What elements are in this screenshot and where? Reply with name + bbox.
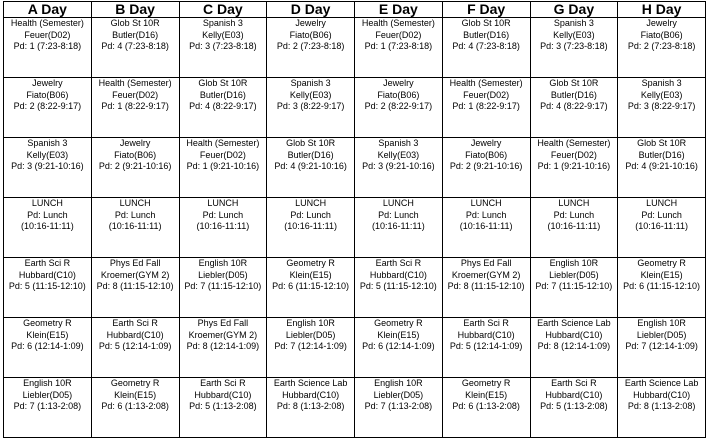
period-time: Pd: 4 (7:23-8:18) <box>452 41 520 51</box>
class-name: Health (Semester) <box>449 78 523 88</box>
class-name: Glob St 10R <box>461 18 511 28</box>
class-name: Spanish 3 <box>290 78 331 88</box>
period-row <box>4 258 706 318</box>
class-name: Earth Sci R <box>200 378 246 388</box>
period-time: Pd: 2 (8:22-9:17) <box>13 101 82 111</box>
schedule-body <box>4 18 706 438</box>
day-header: B Day <box>91 2 179 18</box>
period-time: Pd: 7 (11:15-12:10) <box>184 281 262 291</box>
schedule-cell <box>618 318 706 378</box>
period-time: (10:16-11:11) <box>21 221 74 231</box>
schedule-cell <box>179 378 267 438</box>
schedule-cell <box>442 198 530 258</box>
teacher-room: Hubbard(C10) <box>106 329 164 340</box>
schedule-cell <box>4 318 92 378</box>
teacher-room: Hubbard(C10) <box>457 329 515 340</box>
teacher-room: Pd: Lunch <box>641 209 682 220</box>
teacher-room: Feuer(D02) <box>463 89 510 100</box>
class-name: Jewelry <box>646 18 677 28</box>
period-time: Pd: 4 (9:21-10:16) <box>274 161 347 171</box>
class-name: English 10R <box>549 258 599 268</box>
period-row <box>4 138 706 198</box>
day-header: H Day <box>618 2 706 18</box>
schedule-table <box>3 1 706 438</box>
teacher-room: Liebler(D05) <box>373 389 424 400</box>
period-time: Pd: 5 (12:14-1:09) <box>449 341 523 351</box>
schedule-cell <box>618 258 706 318</box>
class-name: Glob St 10R <box>286 138 336 148</box>
teacher-room: Fiato(B06) <box>465 149 508 160</box>
class-name: Health (Semester) <box>537 138 611 148</box>
schedule-header <box>4 2 706 18</box>
schedule-cell <box>618 138 706 198</box>
period-time: Pd: 8 (11:15-12:10) <box>96 281 174 291</box>
class-name: Earth Science Lab <box>273 378 348 388</box>
schedule-cell <box>355 198 443 258</box>
teacher-room: Butler(D16) <box>463 29 510 40</box>
period-time: Pd: 1 (7:23-8:18) <box>364 41 433 51</box>
teacher-room: Fiato(B06) <box>377 89 420 100</box>
class-name: Earth Sci R <box>375 258 422 268</box>
teacher-room: Hubbard(C10) <box>545 389 603 400</box>
period-time: Pd: 3 (9:21-10:16) <box>362 161 435 171</box>
period-time: Pd: 2 (9:21-10:16) <box>98 161 172 171</box>
schedule-cell <box>179 78 267 138</box>
class-name: LUNCH <box>295 198 327 208</box>
period-time: Pd: 6 (1:13-2:08) <box>101 401 169 411</box>
day-header: E Day <box>355 2 443 18</box>
teacher-room: Kroemer(GYM 2) <box>188 329 258 340</box>
class-name: English 10R <box>23 378 72 388</box>
teacher-room: Butler(D16) <box>550 89 597 100</box>
class-name: Jewelry <box>32 78 63 88</box>
teacher-room: Feuer(D02) <box>550 149 597 160</box>
class-name: Jewelry <box>119 138 151 148</box>
schedule-cell <box>530 258 618 318</box>
period-time: (10:16-11:11) <box>635 221 688 231</box>
schedule-cell <box>267 318 355 378</box>
teacher-room: Pd: Lunch <box>465 209 507 220</box>
teacher-room: Hubbard(C10) <box>633 389 691 400</box>
schedule-cell <box>442 318 530 378</box>
schedule-cell <box>91 78 179 138</box>
schedule-cell <box>355 78 443 138</box>
period-row <box>4 18 706 78</box>
period-time: Pd: 6 (1:13-2:08) <box>452 401 520 411</box>
schedule-cell <box>618 378 706 438</box>
period-time: Pd: 5 (11:15-12:10) <box>8 281 86 291</box>
class-name: Phys Ed Fall <box>460 258 512 268</box>
class-name: Jewelry <box>383 78 414 88</box>
schedule-cell <box>442 18 530 78</box>
class-name: LUNCH <box>558 198 590 208</box>
class-name: Geometry R <box>637 258 686 268</box>
period-time: Pd: 1 (9:21-10:16) <box>537 161 611 171</box>
class-name: LUNCH <box>646 198 678 208</box>
teacher-room: Klein(E15) <box>26 329 69 340</box>
period-time: Pd: 6 (12:14-1:09) <box>11 341 84 351</box>
period-time: (10:16-11:11) <box>284 221 337 231</box>
teacher-room: Liebler(D05) <box>198 269 248 280</box>
day-header-row <box>4 2 706 18</box>
class-name: Health (Semester) <box>98 78 172 88</box>
teacher-room: Feuer(D02) <box>112 89 159 100</box>
teacher-room: Pd: Lunch <box>27 209 68 220</box>
period-time: Pd: 3 (8:22-9:17) <box>276 101 345 111</box>
schedule-cell <box>91 378 179 438</box>
teacher-room: Kroemer(GYM 2) <box>451 269 521 280</box>
class-name: Earth Sci R <box>463 318 509 328</box>
schedule-cell <box>530 378 618 438</box>
class-name: Earth Sci R <box>24 258 71 268</box>
schedule-cell <box>179 138 267 198</box>
period-time: Pd: 7 (12:14-1:09) <box>274 341 347 351</box>
period-time: Pd: 8 (1:13-2:08) <box>276 401 345 411</box>
teacher-room: Kelly(E03) <box>202 29 244 40</box>
class-name: Phys Ed Fall <box>109 258 161 268</box>
period-time: Pd: 2 (7:23-8:18) <box>276 41 345 51</box>
schedule-cell <box>267 18 355 78</box>
period-time: Pd: 4 (7:23-8:18) <box>101 41 169 51</box>
teacher-room: Kelly(E03) <box>289 89 332 100</box>
class-name: Earth Sci R <box>551 378 597 388</box>
class-name: LUNCH <box>119 198 151 208</box>
period-time: (10:16-11:11) <box>372 221 425 231</box>
schedule-cell <box>91 138 179 198</box>
schedule-cell <box>267 378 355 438</box>
teacher-room: Liebler(D05) <box>636 329 687 340</box>
schedule-cell <box>91 198 179 258</box>
teacher-room: Butler(D16) <box>287 149 334 160</box>
period-time: Pd: 6 (11:15-12:10) <box>623 281 701 291</box>
schedule-cell <box>442 258 530 318</box>
class-name: Health (Semester) <box>361 18 435 28</box>
teacher-room: Hubbard(C10) <box>18 269 76 280</box>
teacher-room: Fiato(B06) <box>114 149 157 160</box>
schedule-cell <box>355 378 443 438</box>
teacher-room: Klein(E15) <box>377 329 420 340</box>
schedule-cell <box>179 258 267 318</box>
teacher-room: Pd: Lunch <box>114 209 156 220</box>
schedule-cell <box>355 18 443 78</box>
period-time: Pd: 5 (1:13-2:08) <box>189 401 257 411</box>
teacher-room: Pd: Lunch <box>378 209 419 220</box>
period-row <box>4 198 706 258</box>
schedule-cell <box>267 78 355 138</box>
period-time: Pd: 6 (11:15-12:10) <box>272 281 350 291</box>
teacher-room: Pd: Lunch <box>202 209 244 220</box>
period-row <box>4 318 706 378</box>
teacher-room: Pd: Lunch <box>290 209 331 220</box>
period-time: Pd: 7 (1:13-2:08) <box>364 401 433 411</box>
teacher-room: Kelly(E03) <box>640 89 683 100</box>
day-header: G Day <box>530 2 618 18</box>
period-time: (10:16-11:11) <box>459 221 513 231</box>
schedule-cell <box>4 78 92 138</box>
schedule-cell <box>442 378 530 438</box>
schedule-cell <box>91 18 179 78</box>
teacher-room: Feuer(D02) <box>199 149 246 160</box>
teacher-room: Fiato(B06) <box>26 89 69 100</box>
teacher-room: Kelly(E03) <box>377 149 420 160</box>
period-time: Pd: 2 (8:22-9:17) <box>364 101 433 111</box>
period-time: Pd: 4 (8:22-9:17) <box>189 101 257 111</box>
period-time: Pd: 3 (8:22-9:17) <box>627 101 696 111</box>
teacher-room: Klein(E15) <box>465 389 508 400</box>
class-name: Spanish 3 <box>202 18 243 28</box>
class-name: English 10R <box>198 258 248 268</box>
class-name: Spanish 3 <box>27 138 68 148</box>
teacher-room: Hubbard(C10) <box>545 329 603 340</box>
schedule-cell <box>4 258 92 318</box>
teacher-room: Hubbard(C10) <box>194 389 252 400</box>
class-name: Geometry R <box>461 378 511 388</box>
teacher-room: Hubbard(C10) <box>369 269 427 280</box>
period-time: Pd: 8 (12:14-1:09) <box>537 341 611 351</box>
class-name: Jewelry <box>295 18 326 28</box>
schedule-cell <box>179 18 267 78</box>
class-name: Glob St 10R <box>637 138 687 148</box>
period-time: (10:16-11:11) <box>196 221 250 231</box>
class-name: Spanish 3 <box>641 78 682 88</box>
class-name: Spanish 3 <box>378 138 419 148</box>
class-name: LUNCH <box>382 198 414 208</box>
teacher-room: Kelly(E03) <box>26 149 69 160</box>
schedule-cell <box>355 258 443 318</box>
class-name: Geometry R <box>23 318 72 328</box>
day-header: A Day <box>4 2 92 18</box>
day-header: F Day <box>442 2 530 18</box>
class-name: Earth Sci R <box>112 318 158 328</box>
schedule-cell <box>4 18 92 78</box>
schedule-cell <box>4 138 92 198</box>
day-header: C Day <box>179 2 267 18</box>
teacher-room: Butler(D16) <box>112 29 159 40</box>
class-name: Geometry R <box>286 258 335 268</box>
period-time: Pd: 7 (1:13-2:08) <box>13 401 82 411</box>
period-time: Pd: 1 (8:22-9:17) <box>101 101 169 111</box>
teacher-room: Feuer(D02) <box>375 29 422 40</box>
teacher-room: Klein(E15) <box>114 389 157 400</box>
period-time: Pd: 7 (11:15-12:10) <box>535 281 613 291</box>
period-time: Pd: 7 (12:14-1:09) <box>625 341 698 351</box>
period-row <box>4 78 706 138</box>
period-time: (10:16-11:11) <box>108 221 162 231</box>
teacher-room: Fiato(B06) <box>640 29 683 40</box>
period-time: Pd: 5 (1:13-2:08) <box>540 401 608 411</box>
teacher-room: Butler(D16) <box>199 89 246 100</box>
period-time: Pd: 4 (8:22-9:17) <box>540 101 608 111</box>
teacher-room: Liebler(D05) <box>285 329 336 340</box>
schedule-cell <box>267 198 355 258</box>
period-time: Pd: 4 (9:21-10:16) <box>625 161 698 171</box>
period-time: Pd: 2 (7:23-8:18) <box>627 41 696 51</box>
teacher-room: Klein(E15) <box>289 269 332 280</box>
schedule-cell <box>355 318 443 378</box>
period-time: Pd: 1 (9:21-10:16) <box>186 161 260 171</box>
teacher-room: Kroemer(GYM 2) <box>100 269 170 280</box>
class-name: Jewelry <box>470 138 502 148</box>
schedule-cell <box>355 138 443 198</box>
teacher-room: Liebler(D05) <box>549 269 599 280</box>
teacher-room: Fiato(B06) <box>289 29 332 40</box>
period-time: Pd: 5 (12:14-1:09) <box>98 341 172 351</box>
schedule-cell <box>618 198 706 258</box>
class-name: Health (Semester) <box>186 138 260 148</box>
class-name: English 10R <box>286 318 335 328</box>
schedule-cell <box>530 198 618 258</box>
period-time: Pd: 8 (11:15-12:10) <box>447 281 525 291</box>
class-name: Earth Science Lab <box>624 378 699 388</box>
schedule-cell <box>530 78 618 138</box>
class-name: Geometry R <box>374 318 423 328</box>
schedule-cell <box>4 378 92 438</box>
class-name: Phys Ed Fall <box>197 318 249 328</box>
class-name: English 10R <box>374 378 423 388</box>
period-time: Pd: 3 (7:23-8:18) <box>540 41 608 51</box>
period-time: Pd: 1 (8:22-9:17) <box>452 101 520 111</box>
class-name: Earth Science Lab <box>537 318 611 328</box>
schedule-cell <box>618 78 706 138</box>
schedule-cell <box>267 258 355 318</box>
schedule-cell <box>442 78 530 138</box>
class-name: Glob St 10R <box>110 18 160 28</box>
period-time: Pd: 8 (12:14-1:09) <box>186 341 260 351</box>
period-time: Pd: 5 (11:15-12:10) <box>359 281 437 291</box>
teacher-room: Pd: Lunch <box>553 209 595 220</box>
teacher-room: Feuer(D02) <box>24 29 71 40</box>
period-time: Pd: 1 (7:23-8:18) <box>13 41 82 51</box>
schedule-cell <box>179 198 267 258</box>
schedule-cell <box>618 18 706 78</box>
period-time: Pd: 6 (12:14-1:09) <box>362 341 435 351</box>
day-header: D Day <box>267 2 355 18</box>
class-name: Spanish 3 <box>553 18 594 28</box>
teacher-room: Kelly(E03) <box>553 29 595 40</box>
period-time: (10:16-11:11) <box>547 221 601 231</box>
class-name: LUNCH <box>31 198 63 208</box>
schedule-cell <box>179 318 267 378</box>
schedule-cell <box>530 18 618 78</box>
class-name: Glob St 10R <box>549 78 599 88</box>
period-time: Pd: 8 (1:13-2:08) <box>627 401 696 411</box>
class-name: English 10R <box>637 318 686 328</box>
schedule-cell <box>442 138 530 198</box>
class-name: LUNCH <box>470 198 502 208</box>
period-time: Pd: 3 (7:23-8:18) <box>189 41 257 51</box>
schedule-cell <box>91 318 179 378</box>
schedule-cell <box>267 138 355 198</box>
period-time: Pd: 3 (9:21-10:16) <box>11 161 84 171</box>
period-row <box>4 378 706 438</box>
class-name: Geometry R <box>110 378 160 388</box>
teacher-room: Liebler(D05) <box>22 389 73 400</box>
teacher-room: Klein(E15) <box>640 269 683 280</box>
teacher-room: Hubbard(C10) <box>282 389 340 400</box>
schedule-cell <box>530 318 618 378</box>
schedule-cell <box>91 258 179 318</box>
period-time: Pd: 2 (9:21-10:16) <box>449 161 523 171</box>
teacher-room: Butler(D16) <box>638 149 685 160</box>
class-name: Glob St 10R <box>198 78 248 88</box>
class-name: LUNCH <box>207 198 239 208</box>
class-name: Health (Semester) <box>10 18 84 28</box>
schedule-cell <box>4 198 92 258</box>
schedule-cell <box>530 138 618 198</box>
